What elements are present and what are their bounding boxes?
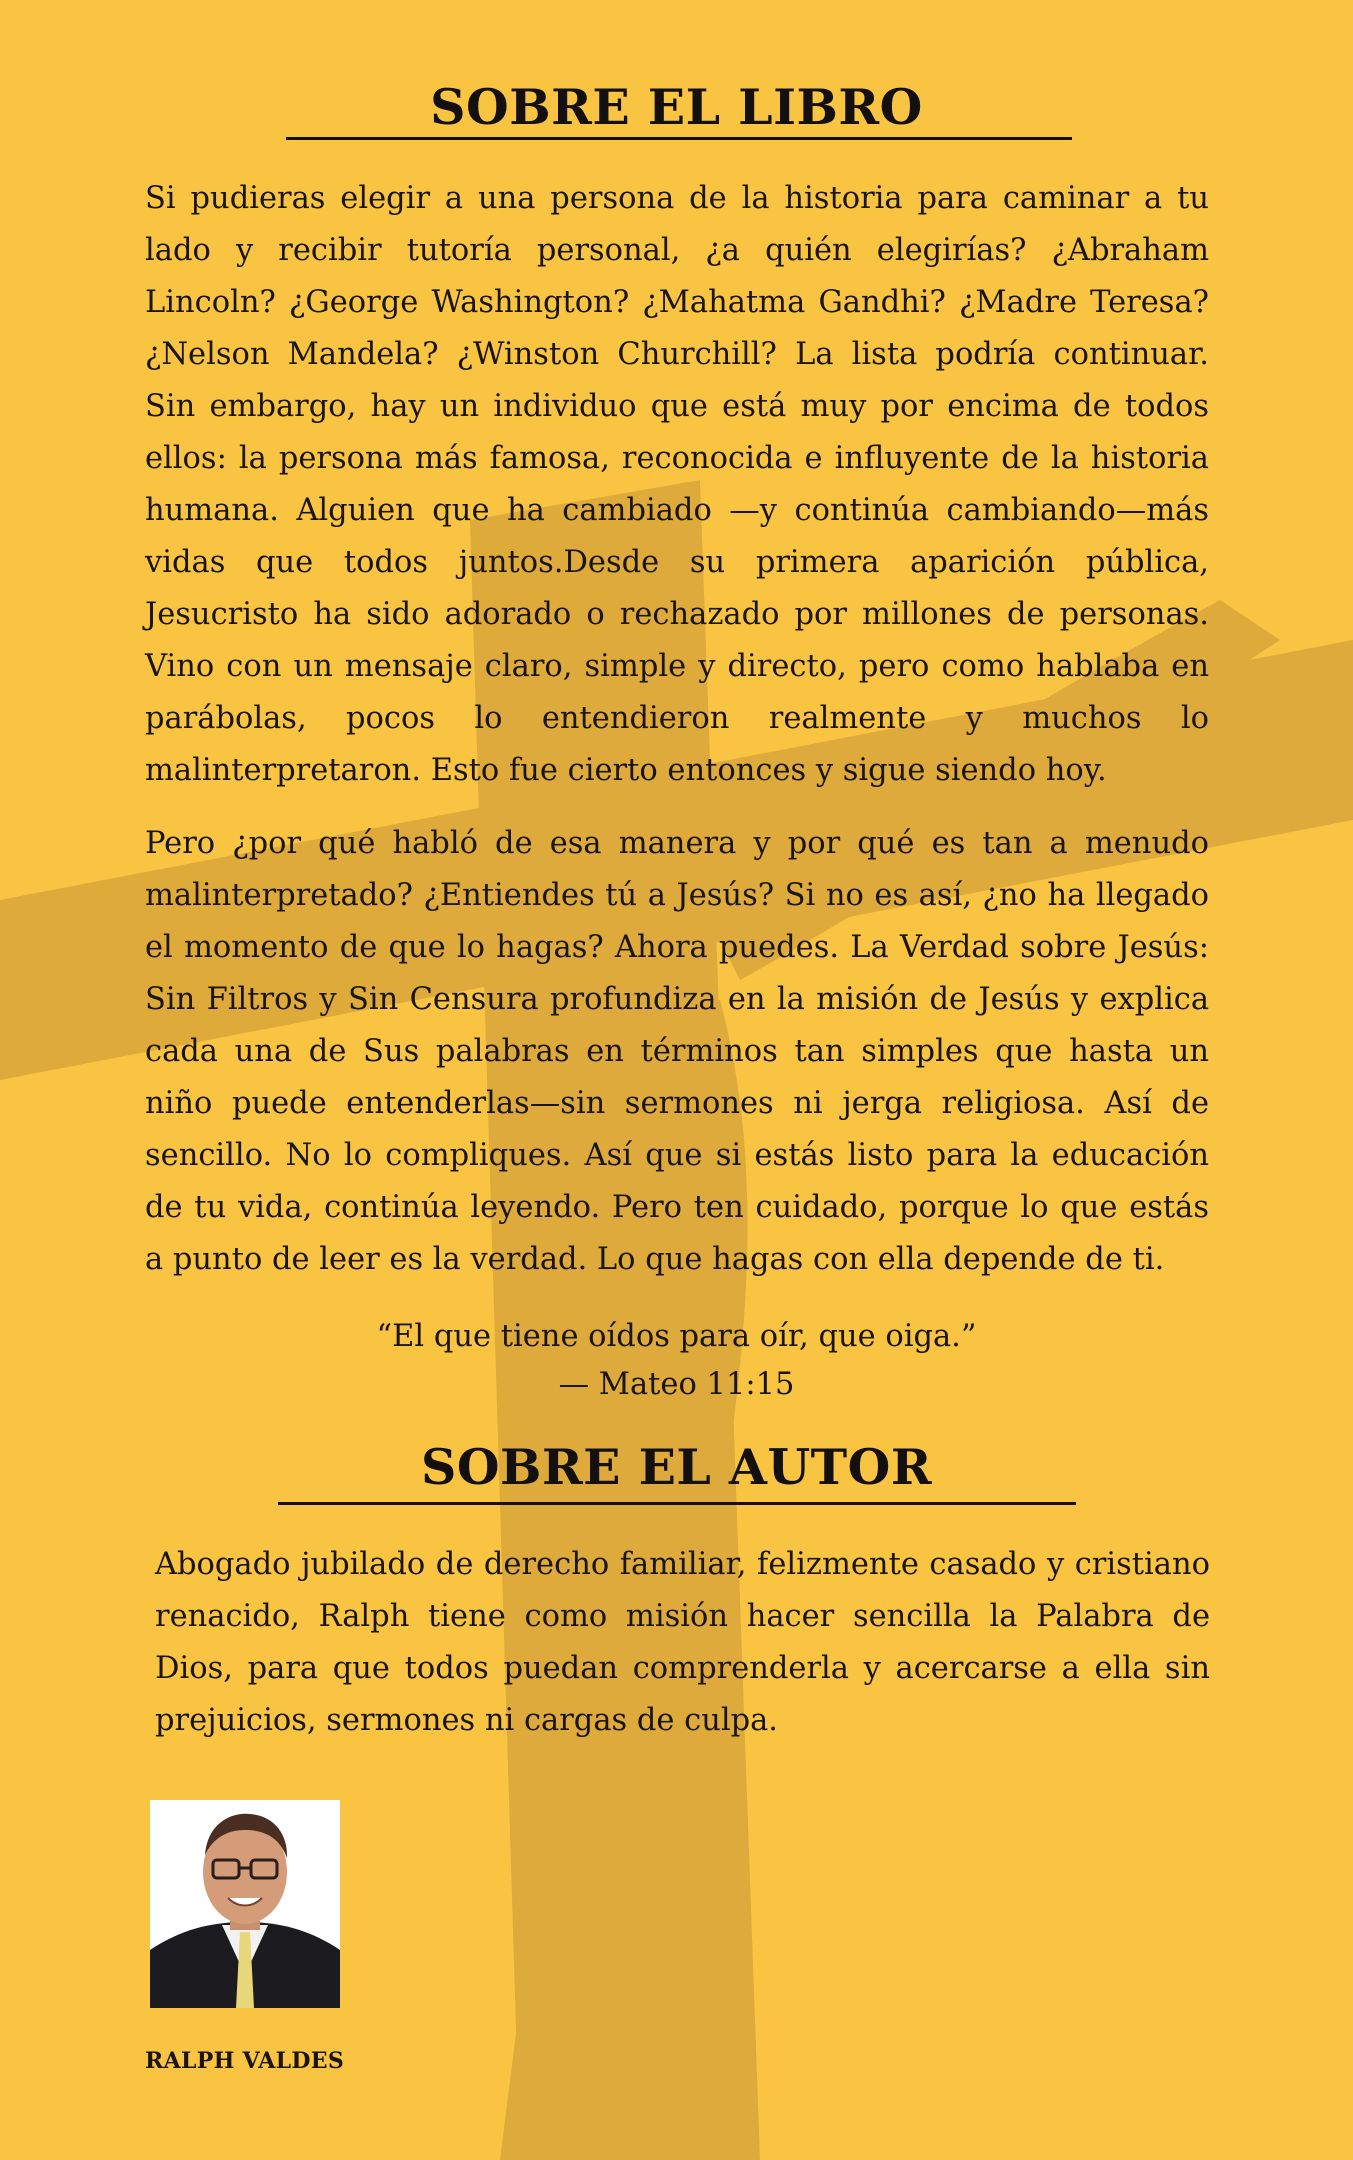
about-author-heading: SOBRE EL AUTOR: [420, 1438, 933, 1496]
about-book-heading: SOBRE EL LIBRO: [430, 78, 923, 136]
about-author-paragraph: Abogado jubilado de derecho familiar, felizmente casado y cristiano renacido, Ralph tiene como misión hacer sencilla la Palabra de Dios, para que todos puedan comprenderla y acercarse a ella sin prejuicios, sermones ni cargas de culpa.: [155, 1547, 1210, 1738]
scripture-quote: “El que tiene oídos para oír, que oiga.”: [376, 1319, 977, 1354]
scripture-reference: — Mateo 11:15: [558, 1367, 795, 1402]
about-book-paragraph-2: Pero ¿por qué habló de esa manera y por qué es tan a menudo malinterpretado? ¿Entiendes tú a Jesús? Si no es así, ¿no ha llegado el momento de que lo hagas? Ahora puedes. La Verdad sobre Jesús: Sin Filtros y Sin Censura profundiza en la misión de Jesús y explica cada una de Sus palabras en términos tan simples que hasta un niño puede entenderlas—sin sermones ni jerga religiosa. Así de sencillo. No lo compliques. Así que si estás listo para la educación de tu vida, continúa leyendo. Pero ten cuidado, porque lo que estás a punto de leer es la verdad. Lo que hagas con ella depende de ti.: [145, 826, 1209, 1277]
author-name-caption: RALPH VALDES: [145, 2048, 345, 2074]
author-photo: [150, 1800, 340, 2008]
about-book-divider: [286, 137, 1072, 140]
about-author-divider: [278, 1502, 1076, 1505]
about-book-paragraph-1: Si pudieras elegir a una persona de la historia para caminar a tu lado y recibir tutoría personal, ¿a quién elegirías? ¿Abraham Lincoln? ¿George Washington? ¿Mahatma Gandhi? ¿Madre Teresa? ¿Nelson Mandela? ¿Winston Churchill? La lista podría continuar. Sin embargo, hay un individuo que está muy por encima de todos ellos: la persona más famosa, reconocida e influyente de la historia humana. Alguien que ha cambiado —y continúa cambiando—más vidas que todos juntos.Desde su primera aparición pública, Jesucristo ha sido adorado o rechazado por millones de personas. Vino con un mensaje claro, simple y directo, pero como hablaba en parábolas, pocos lo entendieron realmente y muchos lo malinterpretaron. Esto fue cierto entonces y sigue siendo hoy.: [145, 181, 1209, 788]
